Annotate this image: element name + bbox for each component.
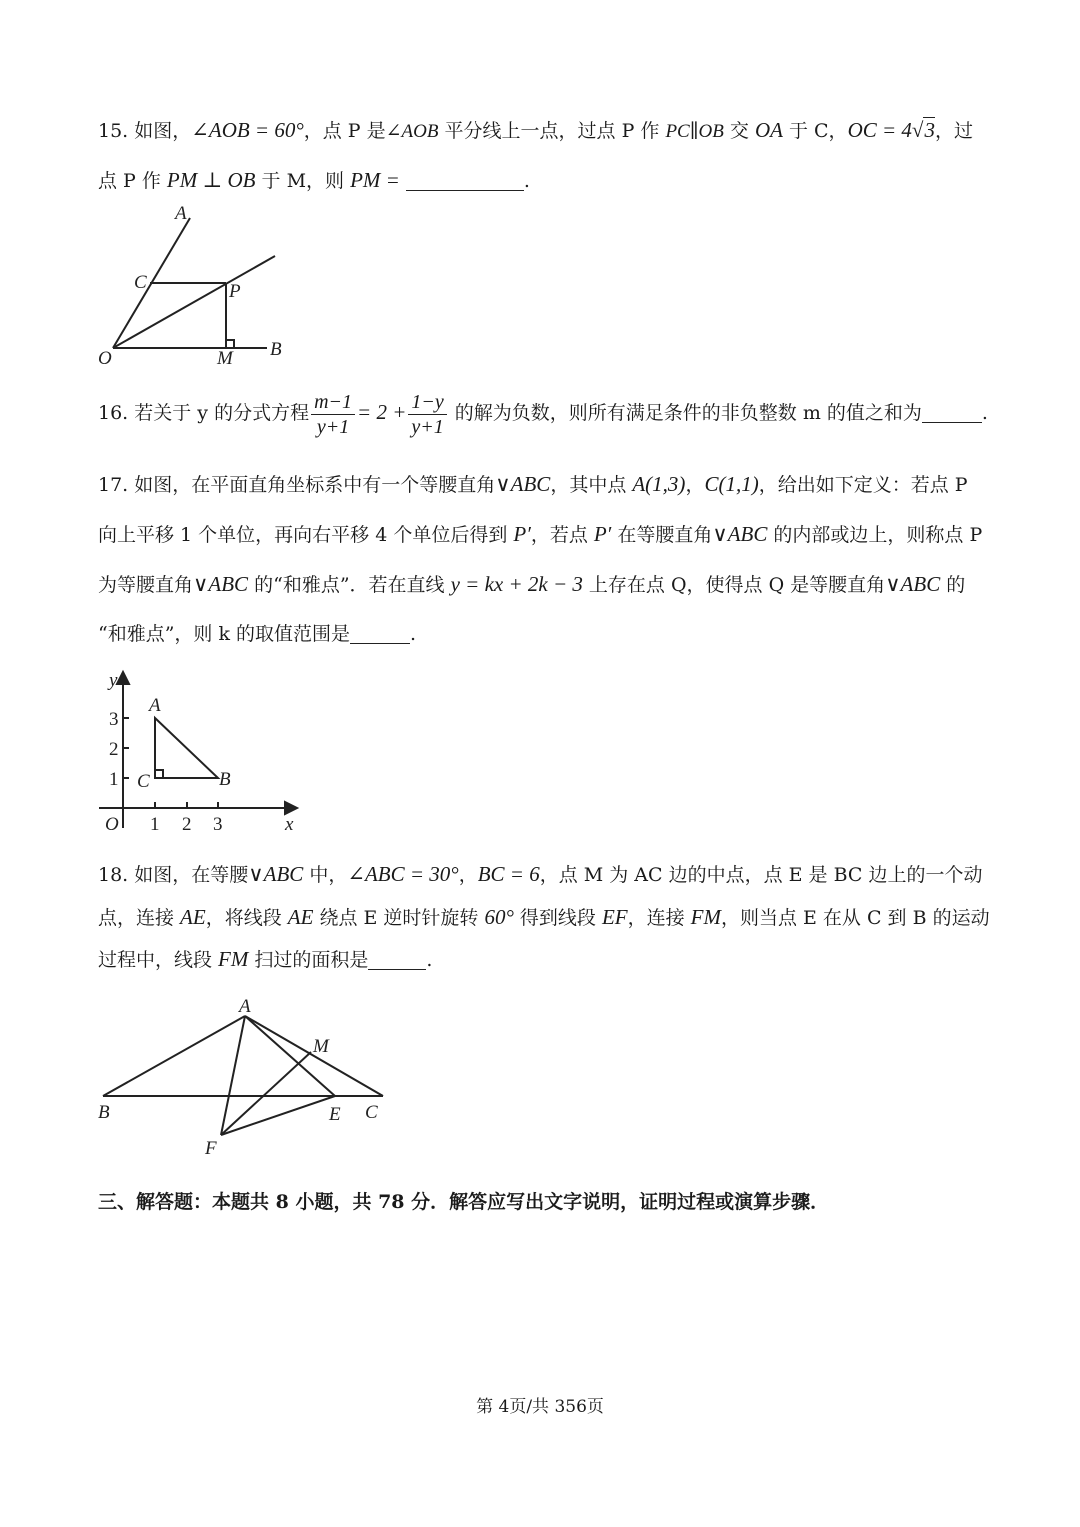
triangle-abc — [155, 718, 218, 778]
q18-bc: BC = 6 — [477, 862, 540, 886]
q18-ef: EF — [601, 905, 628, 929]
q15-number: 15. 如图， — [98, 120, 192, 142]
q18-number: 18. 如图，在等腰 — [98, 864, 249, 886]
q18-fm: FM — [218, 947, 249, 971]
q17-triangle: ∨ABC — [495, 472, 551, 496]
q18-text: 过程中，线段 — [98, 949, 219, 971]
q17-text: 的内部或边上，则称点 P — [767, 524, 983, 546]
q15-line2 — [98, 166, 988, 195]
x-axis-arrow-icon — [285, 802, 297, 814]
q18-text: ， — [458, 864, 478, 886]
tick-label-y1: 1 — [109, 769, 119, 790]
label-o: O — [105, 814, 119, 835]
q17-text: ， — [685, 474, 705, 496]
q17-text: 上存在点 Q，使得点 Q 是等腰直角 — [582, 574, 886, 596]
q16-number: 16. 若关于 y 的分式方程 — [98, 402, 310, 424]
q18-text: ，连接 — [627, 907, 691, 929]
q17-pprime: P′ — [513, 522, 531, 546]
q15-sqrt-arg: 3 — [924, 118, 935, 142]
tick-label-x1: 1 — [150, 814, 160, 835]
tick-label-x2: 2 — [182, 814, 192, 835]
q17-line3 — [98, 570, 988, 599]
q18-line2 — [98, 903, 988, 932]
q18-text: 扫过的面积是 — [248, 949, 369, 971]
q18-ae: AE — [180, 905, 206, 929]
q18-fm: FM — [690, 905, 721, 929]
q17-text: ，其中点 — [550, 474, 633, 496]
q16-eq: = 2 + — [357, 400, 407, 424]
q15-text: 于 M，则 — [255, 170, 351, 192]
q17-triangle: ∨ABC — [885, 572, 941, 596]
q18-triangle: ∨ABC — [248, 862, 304, 886]
q15-pm: PM = — [350, 168, 400, 192]
segment-ef — [221, 1096, 335, 1135]
q17-text: . — [410, 623, 417, 645]
label-a: A — [175, 203, 187, 224]
q18-text: . — [426, 949, 433, 971]
section-heading: 三、解答题：本题共 8 小题，共 78 分．解答应写出文字说明，证明过程或演算步骤． — [98, 1191, 830, 1213]
q18-text: ，将线段 — [205, 907, 288, 929]
q16-text: . — [981, 402, 988, 424]
fraction-2-denominator: y+1 — [411, 415, 444, 438]
label-b: B — [98, 1102, 110, 1123]
q16-text: 的解为负数，则所有满足条件的非负整数 m 的值之和为 — [448, 402, 922, 424]
segment-ab — [103, 1016, 245, 1096]
q18-text: ，点 M 为 AC 边的中点，点 E 是 BC 边上的一个动 — [539, 864, 983, 886]
label-c: C — [137, 771, 150, 792]
y-axis-arrow-icon — [117, 672, 129, 684]
tick-label-y3: 3 — [109, 709, 119, 730]
label-m: M — [217, 348, 233, 369]
q18-text: 得到线段 — [513, 907, 602, 929]
q17-line1 — [98, 470, 988, 499]
label-x: x — [285, 814, 294, 835]
right-angle-mark — [226, 340, 234, 348]
q17-triangle: ∨ABC — [712, 522, 768, 546]
q15-line1 — [98, 116, 988, 146]
fraction-2 — [408, 390, 446, 439]
q15-angle2: ∠AOB — [385, 121, 439, 142]
page-footer: 第 4页/共 356页 — [476, 1397, 604, 1417]
answer-blank — [406, 170, 524, 191]
label-m: M — [313, 1036, 329, 1057]
fraction-1-denominator: y+1 — [316, 415, 350, 438]
answer-blank — [922, 402, 982, 423]
q17-text: 在等腰直角 — [611, 524, 713, 546]
q17-number: 17. 如图，在平面直角坐标系中有一个等腰直角 — [98, 474, 496, 496]
label-b: B — [219, 769, 231, 790]
label-o: O — [98, 348, 112, 369]
q17-text: ，给出如下定义：若点 P — [758, 474, 968, 496]
fraction-1-numerator: m−1 — [311, 390, 355, 415]
q15-angle: ∠AOB = 60° — [191, 118, 304, 142]
q17-text: “和雅点”，则 k 的取值范围是 — [98, 623, 351, 645]
q15-text: 交 — [723, 120, 755, 142]
q15-oa: OA — [754, 118, 783, 142]
q15-text: . — [523, 170, 530, 192]
fraction-2-numerator: 1−y — [408, 390, 446, 415]
q17-point-c: C(1,1) — [704, 472, 759, 496]
q18-ae: AE — [287, 905, 314, 929]
label-p: P — [229, 281, 241, 302]
q17-text: ，若点 — [530, 524, 594, 546]
q15-perp: PM ⊥ OB — [166, 168, 256, 192]
right-angle-mark — [155, 770, 163, 778]
label-y: y — [109, 670, 118, 691]
label-c: C — [365, 1102, 378, 1123]
q17-pprime: P′ — [593, 522, 612, 546]
q15-parallel: PC∥OB — [665, 121, 724, 142]
tick-label-y2: 2 — [109, 739, 119, 760]
q18-angle: ∠ABC = 30° — [347, 862, 459, 886]
q17-figure — [95, 668, 305, 838]
q17-line2 — [98, 520, 988, 549]
sqrt-symbol: √ — [911, 118, 924, 142]
q18-text: 绕点 E 逆时针旋转 — [313, 907, 485, 929]
bisector — [113, 256, 275, 348]
answer-blank — [368, 949, 426, 970]
q15-figure — [95, 200, 295, 370]
q17-text: 的“和雅点”．若在直线 — [248, 574, 451, 596]
label-e: E — [329, 1104, 341, 1125]
label-a: A — [239, 996, 251, 1017]
answer-blank — [350, 623, 410, 644]
q15-text: 平分线上一点，过点 P 作 — [438, 120, 666, 142]
q15-text: ，点 P 是 — [303, 120, 386, 142]
label-f: F — [205, 1138, 217, 1159]
q18-text: ，则当点 E 在从 C 到 B 的运动 — [720, 907, 990, 929]
q18-degree: 60° — [484, 905, 514, 929]
q18-figure — [95, 990, 395, 1160]
q15-text: 于 C， — [782, 120, 848, 142]
fraction-1 — [311, 390, 355, 439]
q15-text: 点 P 作 — [98, 170, 167, 192]
q17-triangle: ∨ABC — [193, 572, 249, 596]
label-c: C — [134, 272, 147, 293]
q17-line4 — [98, 620, 988, 648]
tick-label-x3: 3 — [213, 814, 223, 835]
q17-line-equation: y = kx + 2k − 3 — [450, 572, 583, 596]
q17-text: 的 — [940, 574, 966, 596]
q18-line3 — [98, 945, 988, 974]
q18-text: 点，连接 — [98, 907, 181, 929]
q17-point-a: A(1,3) — [632, 472, 686, 496]
q15-text: ，过 — [934, 120, 973, 142]
q17-text: 向上平移 1 个单位，再向右平移 4 个单位后得到 — [98, 524, 514, 546]
q17-text: 为等腰直角 — [98, 574, 194, 596]
q15-oc: OC = 4 — [847, 118, 912, 142]
q16-line — [98, 386, 988, 438]
label-b: B — [270, 339, 282, 360]
q18-text: 中， — [303, 864, 348, 886]
label-a: A — [149, 695, 161, 716]
q18-line1 — [98, 860, 988, 889]
